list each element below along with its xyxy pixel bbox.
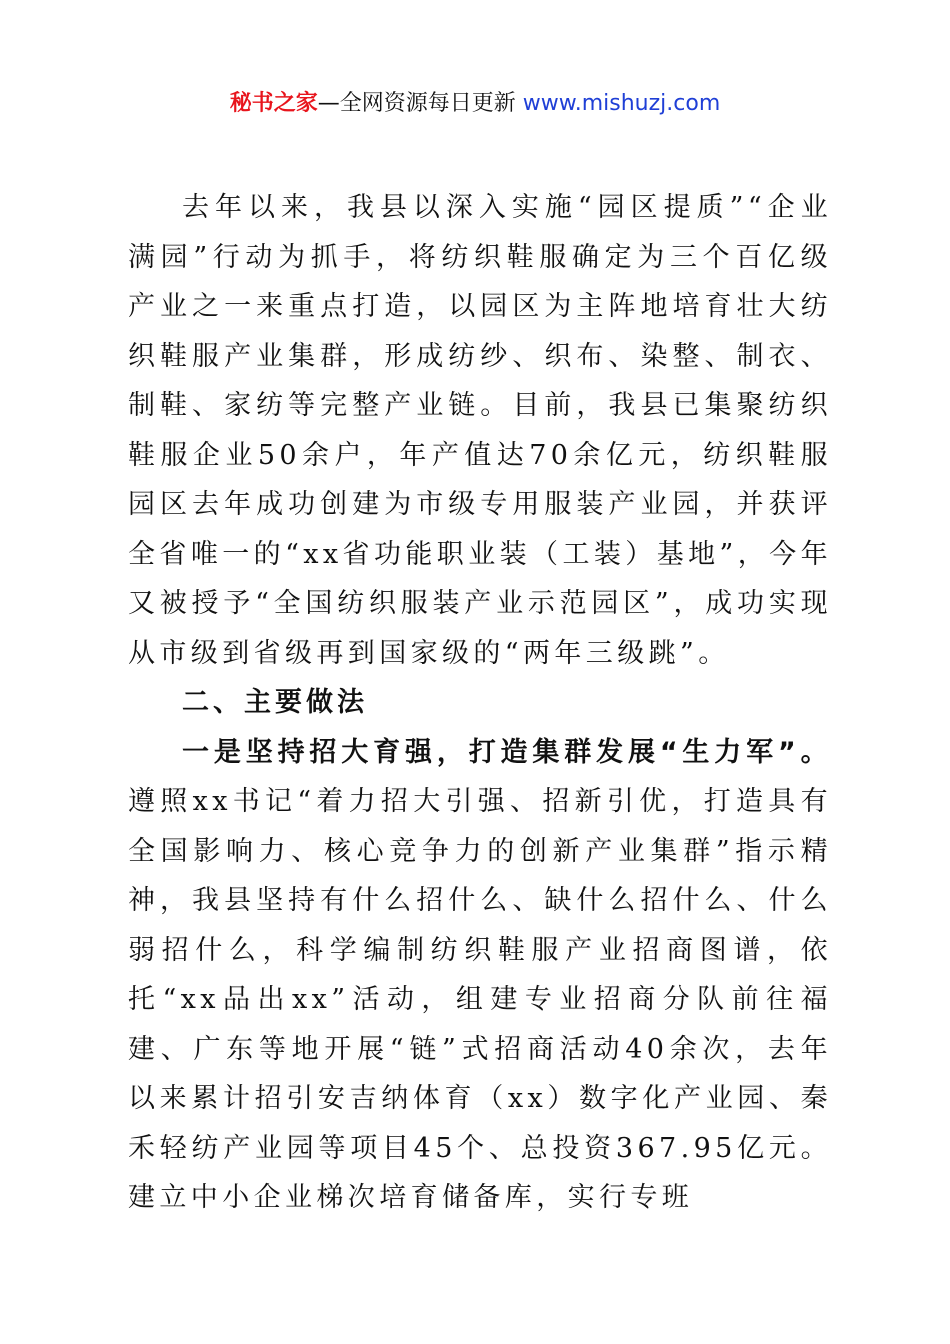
paragraph-measure-1 xyxy=(128,728,832,1223)
paragraph-overview: 去年以来，我县以深入实施“园区提质”“企业满园”行动为抓手，将纺织鞋服确定为三个百亿级产业之一来重点打造，以园区为主阵地培育壮大纺织鞋服产业集群，形成纺纱、织布、染整、制衣、制鞋、家纺等完整产业链。目前，我县已集聚纺织鞋服企业50余户，年产值达70余亿元，纺织鞋服园区去年成功创建为市级专用服装产业园，并获评全省唯一的“xx省功能职业装（工装）基地”，今年又被授予“全国纺织服装产业示范园区”，成功实现从市级到省级再到国家级的“两年三级跳”。 xyxy=(128,192,832,669)
header-slogan: —全网资源每日更新 xyxy=(317,91,523,116)
section-heading: 二、主要做法 xyxy=(182,687,368,718)
paragraph-text: 遵照xx书记“着力招大引强、招新引优，打造具有全国影响力、核心竞争力的创新产业集群”指示精神，我县坚持有什么招什么、缺什么招什么、什么弱招什么，科学编制纺织鞋服产业招商图谱，依托“xx品出xx”活动，组建专业招商分队前往福建、广东等地开展“链”式招商活动40余次，去年以来累计招引安吉纳体育（xx）数字化产业园、秦禾轻纺产业园等项目45个、总投资367.95亿元。建立中小企业梯次培育储备库，实行专班 xyxy=(128,786,832,1213)
site-url[interactable]: www.mishuzj.com xyxy=(522,91,721,116)
paragraph-lead: 一是坚持招大育强，打造集群发展“生力军”。 xyxy=(182,736,832,768)
document-body xyxy=(128,183,832,1223)
page-header xyxy=(0,88,950,120)
brand-name: 秘书之家 xyxy=(229,91,318,116)
